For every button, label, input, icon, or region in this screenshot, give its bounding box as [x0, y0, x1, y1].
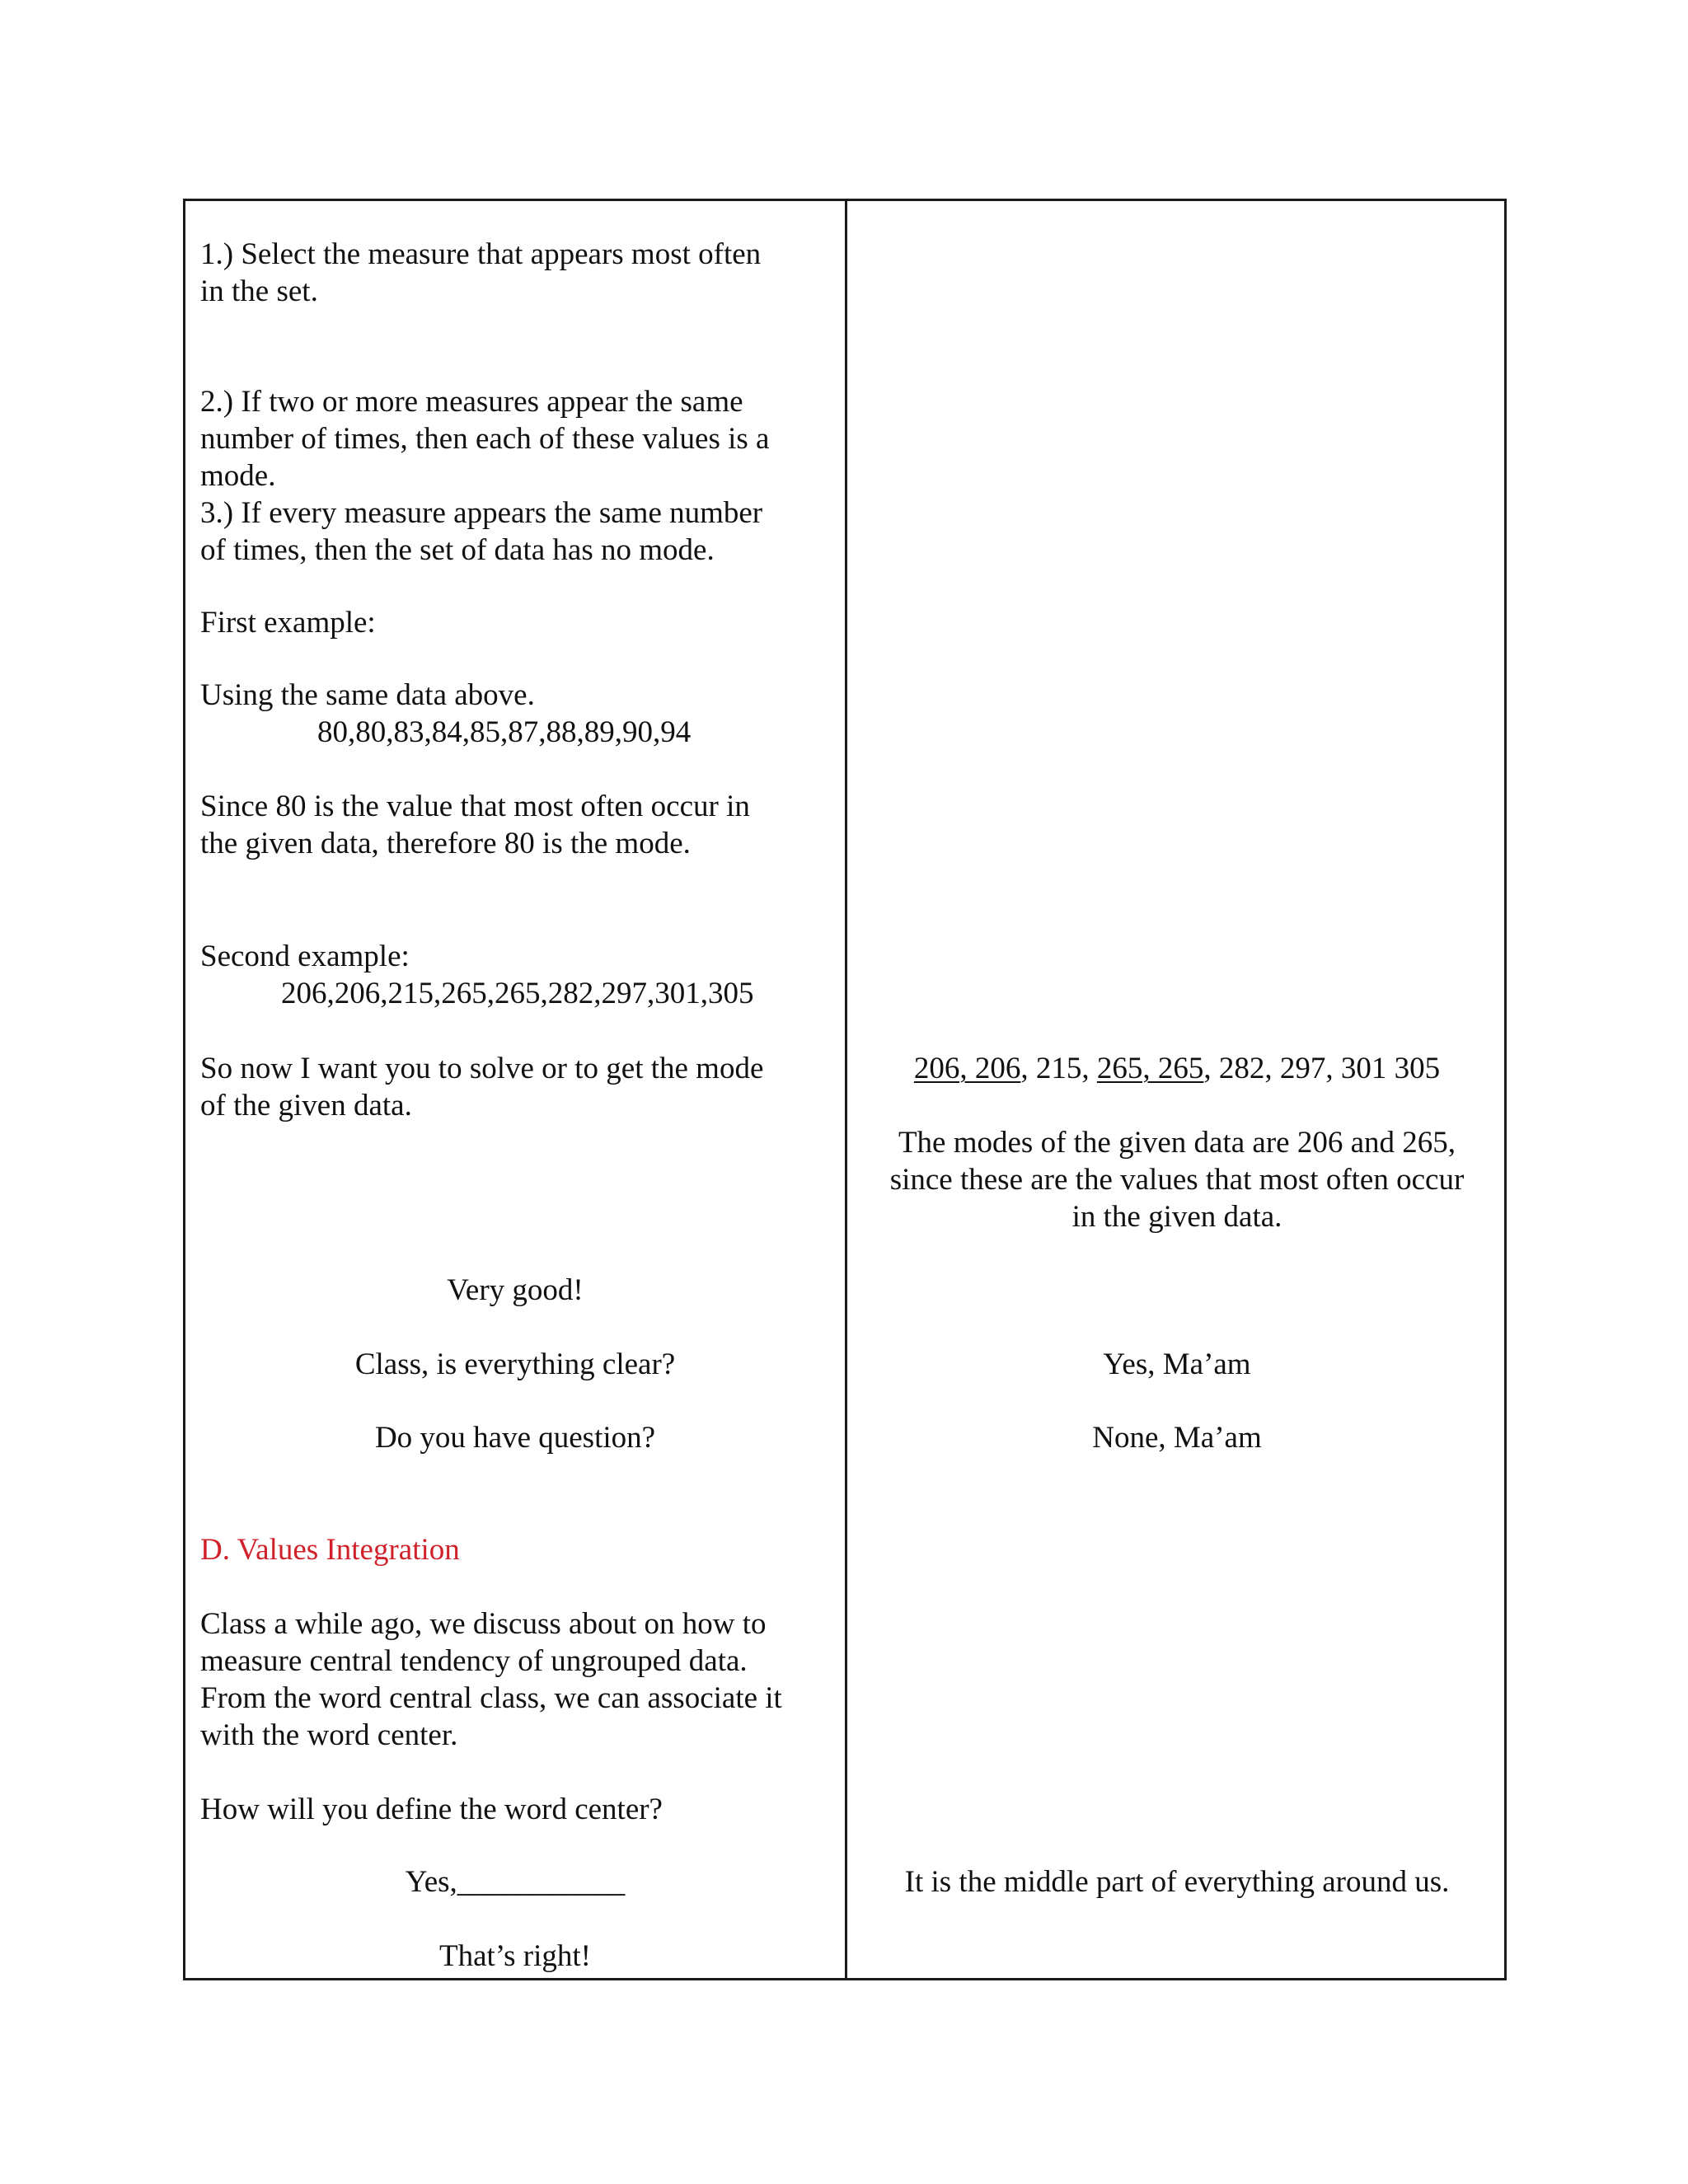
first-example-label: First example: — [200, 606, 376, 640]
rule-2-line-3: mode. — [200, 459, 276, 493]
second-example-label: Second example: — [200, 940, 410, 973]
very-good-text: Very good! — [447, 1273, 584, 1307]
rule-1-line-1: 1.) Select the measure that appears most often — [200, 237, 762, 271]
define-center-question: How will you define the word center? — [200, 1793, 663, 1826]
values-integration-heading: D. Values Integration — [200, 1533, 460, 1567]
rule-2-line-2: number of times, then each of these values is a — [200, 422, 770, 456]
have-question-question: Do you have question? — [374, 1421, 656, 1455]
middle-part-answer: It is the middle part of everything around us. — [904, 1865, 1450, 1899]
none-maam-answer: None, Ma’am — [1092, 1421, 1262, 1455]
rule-3-line-2: of times, then the set of data has no mode. — [200, 533, 715, 567]
class-line-3: From the word central class, we can associate it — [200, 1681, 782, 1715]
modes-line-2: since these are the values that most often occur — [889, 1163, 1465, 1197]
since-line-1: Since 80 is the value that most often occur in — [200, 790, 750, 823]
answer-rest: , 282, 297, 301 305 — [1203, 1052, 1441, 1085]
student-column — [847, 201, 1504, 1978]
yes-blank-text: Yes,___________ — [405, 1865, 626, 1899]
rule-1-line-2: in the set. — [200, 274, 318, 308]
yes-maam-answer: Yes, Ma’am — [1103, 1347, 1251, 1381]
answer-sep: , 215, — [1020, 1052, 1097, 1085]
answer-data-line — [847, 1050, 1507, 1087]
data-set-2: 206,206,215,265,265,282,297,301,305 — [281, 977, 754, 1010]
lesson-table — [183, 199, 1507, 1980]
answer-mode-2: 265, 265 — [1096, 1052, 1204, 1085]
answer-mode-1: 206, 206 — [913, 1052, 1021, 1085]
solve-line-2: of the given data. — [200, 1089, 412, 1122]
class-line-4: with the word center. — [200, 1718, 458, 1752]
everything-clear-question: Class, is everything clear? — [354, 1347, 676, 1381]
thats-right-text: That’s right! — [439, 1939, 591, 1973]
rule-2-line-1: 2.) If two or more measures appear the same — [200, 385, 743, 419]
data-set-1: 80,80,83,84,85,87,88,89,90,94 — [317, 715, 692, 749]
rule-3-line-1: 3.) If every measure appears the same number — [200, 496, 763, 530]
teacher-column — [185, 201, 847, 1978]
modes-line-1: The modes of the given data are 206 and 265, — [898, 1126, 1456, 1160]
since-line-2: the given data, therefore 80 is the mode. — [200, 827, 691, 860]
modes-line-3: in the given data. — [1071, 1200, 1282, 1234]
class-line-2: measure central tendency of ungrouped data. — [200, 1644, 748, 1678]
solve-line-1: So now I want you to solve or to get the mode — [200, 1052, 764, 1085]
using-same-data: Using the same data above. — [200, 678, 535, 712]
class-line-1: Class a while ago, we discuss about on how to — [200, 1607, 767, 1641]
